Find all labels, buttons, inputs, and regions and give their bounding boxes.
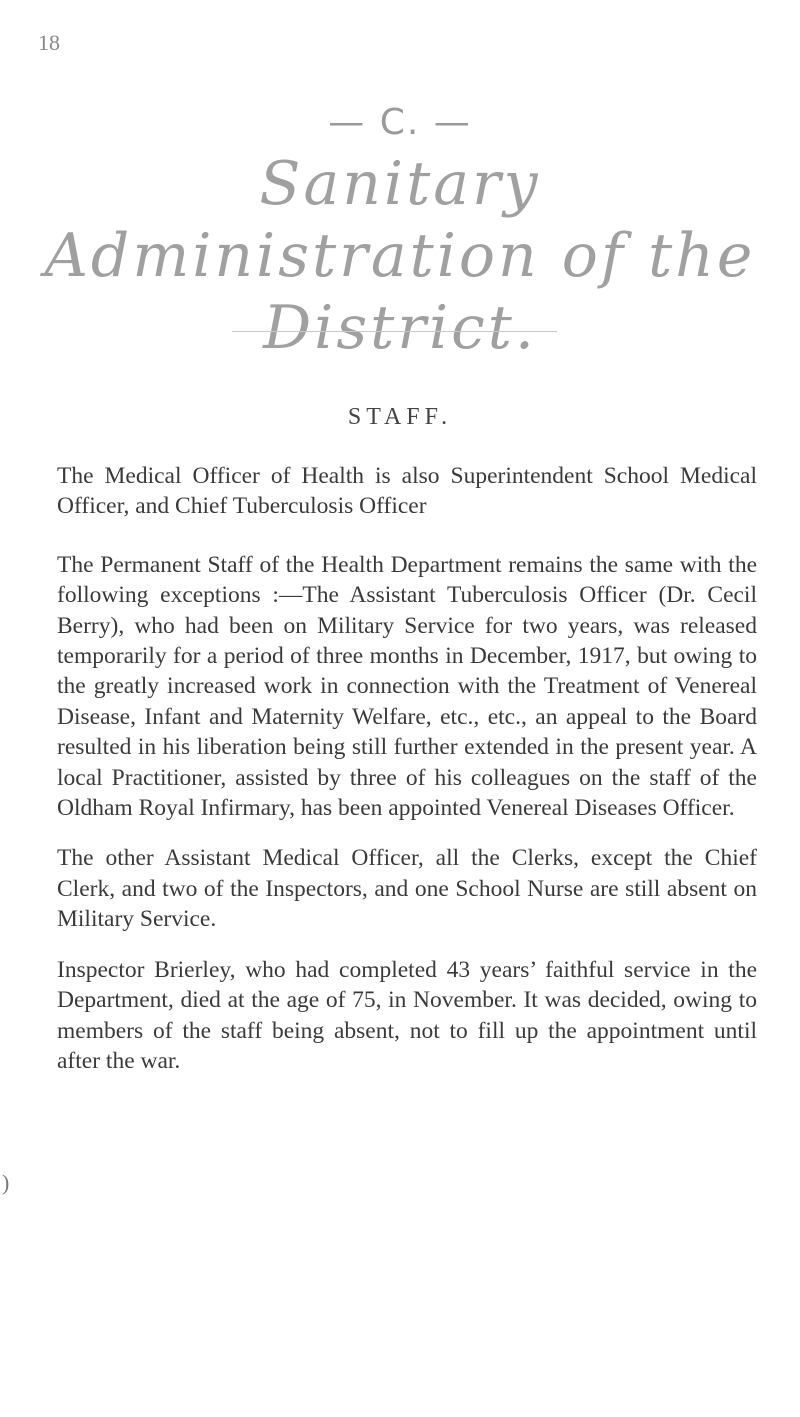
paragraph-3: The other Assistant Medical Officer, all the Clerks, except the Chief Clerk, and two of the Inspectors, and one School Nurse are still absent on Military Service.	[57, 845, 757, 933]
paragraph-2: The Permanent Staff of the Health Department remains the same with the following exceptions :—The Assistant Tuberculosis Officer (Dr. Cecil Berry), who had been on Military Service for two years, was released temporarily for a period of three months in December, 1917, but owing to the greatly increased work in connection with the Treatment of Venereal Disease, Infant and Maternity Welfare, etc., etc., an appeal to the Board resulted in his liberation being still further extended in the present year. A local Practitioner, assisted by three of his colleagues on the staff of the Oldham Royal Infirmary, has been appointed Venereal Diseases Officer.	[57, 551, 757, 822]
title-line-2: District.	[263, 293, 537, 363]
paragraph-4: Inspector Brierley, who had completed 43 years’ faithful service in the Department, died at the age of 75, in November. It was decided, owing to members of the staff being absent, not to fill up the appointment until after the war.	[57, 956, 757, 1074]
body-text	[57, 461, 757, 1096]
margin-mark: )	[2, 1170, 10, 1195]
title-divider	[232, 331, 557, 332]
page-number: 18	[38, 30, 60, 55]
section-letter: — C. —	[328, 102, 472, 143]
paragraph-1: The Medical Officer of Health is also Superintendent School Medical Officer, and Chief Tuberculosis Officer	[57, 463, 757, 520]
title-line-1: Sanitary Administration of the	[44, 149, 756, 291]
staff-heading: STAFF.	[347, 404, 453, 430]
